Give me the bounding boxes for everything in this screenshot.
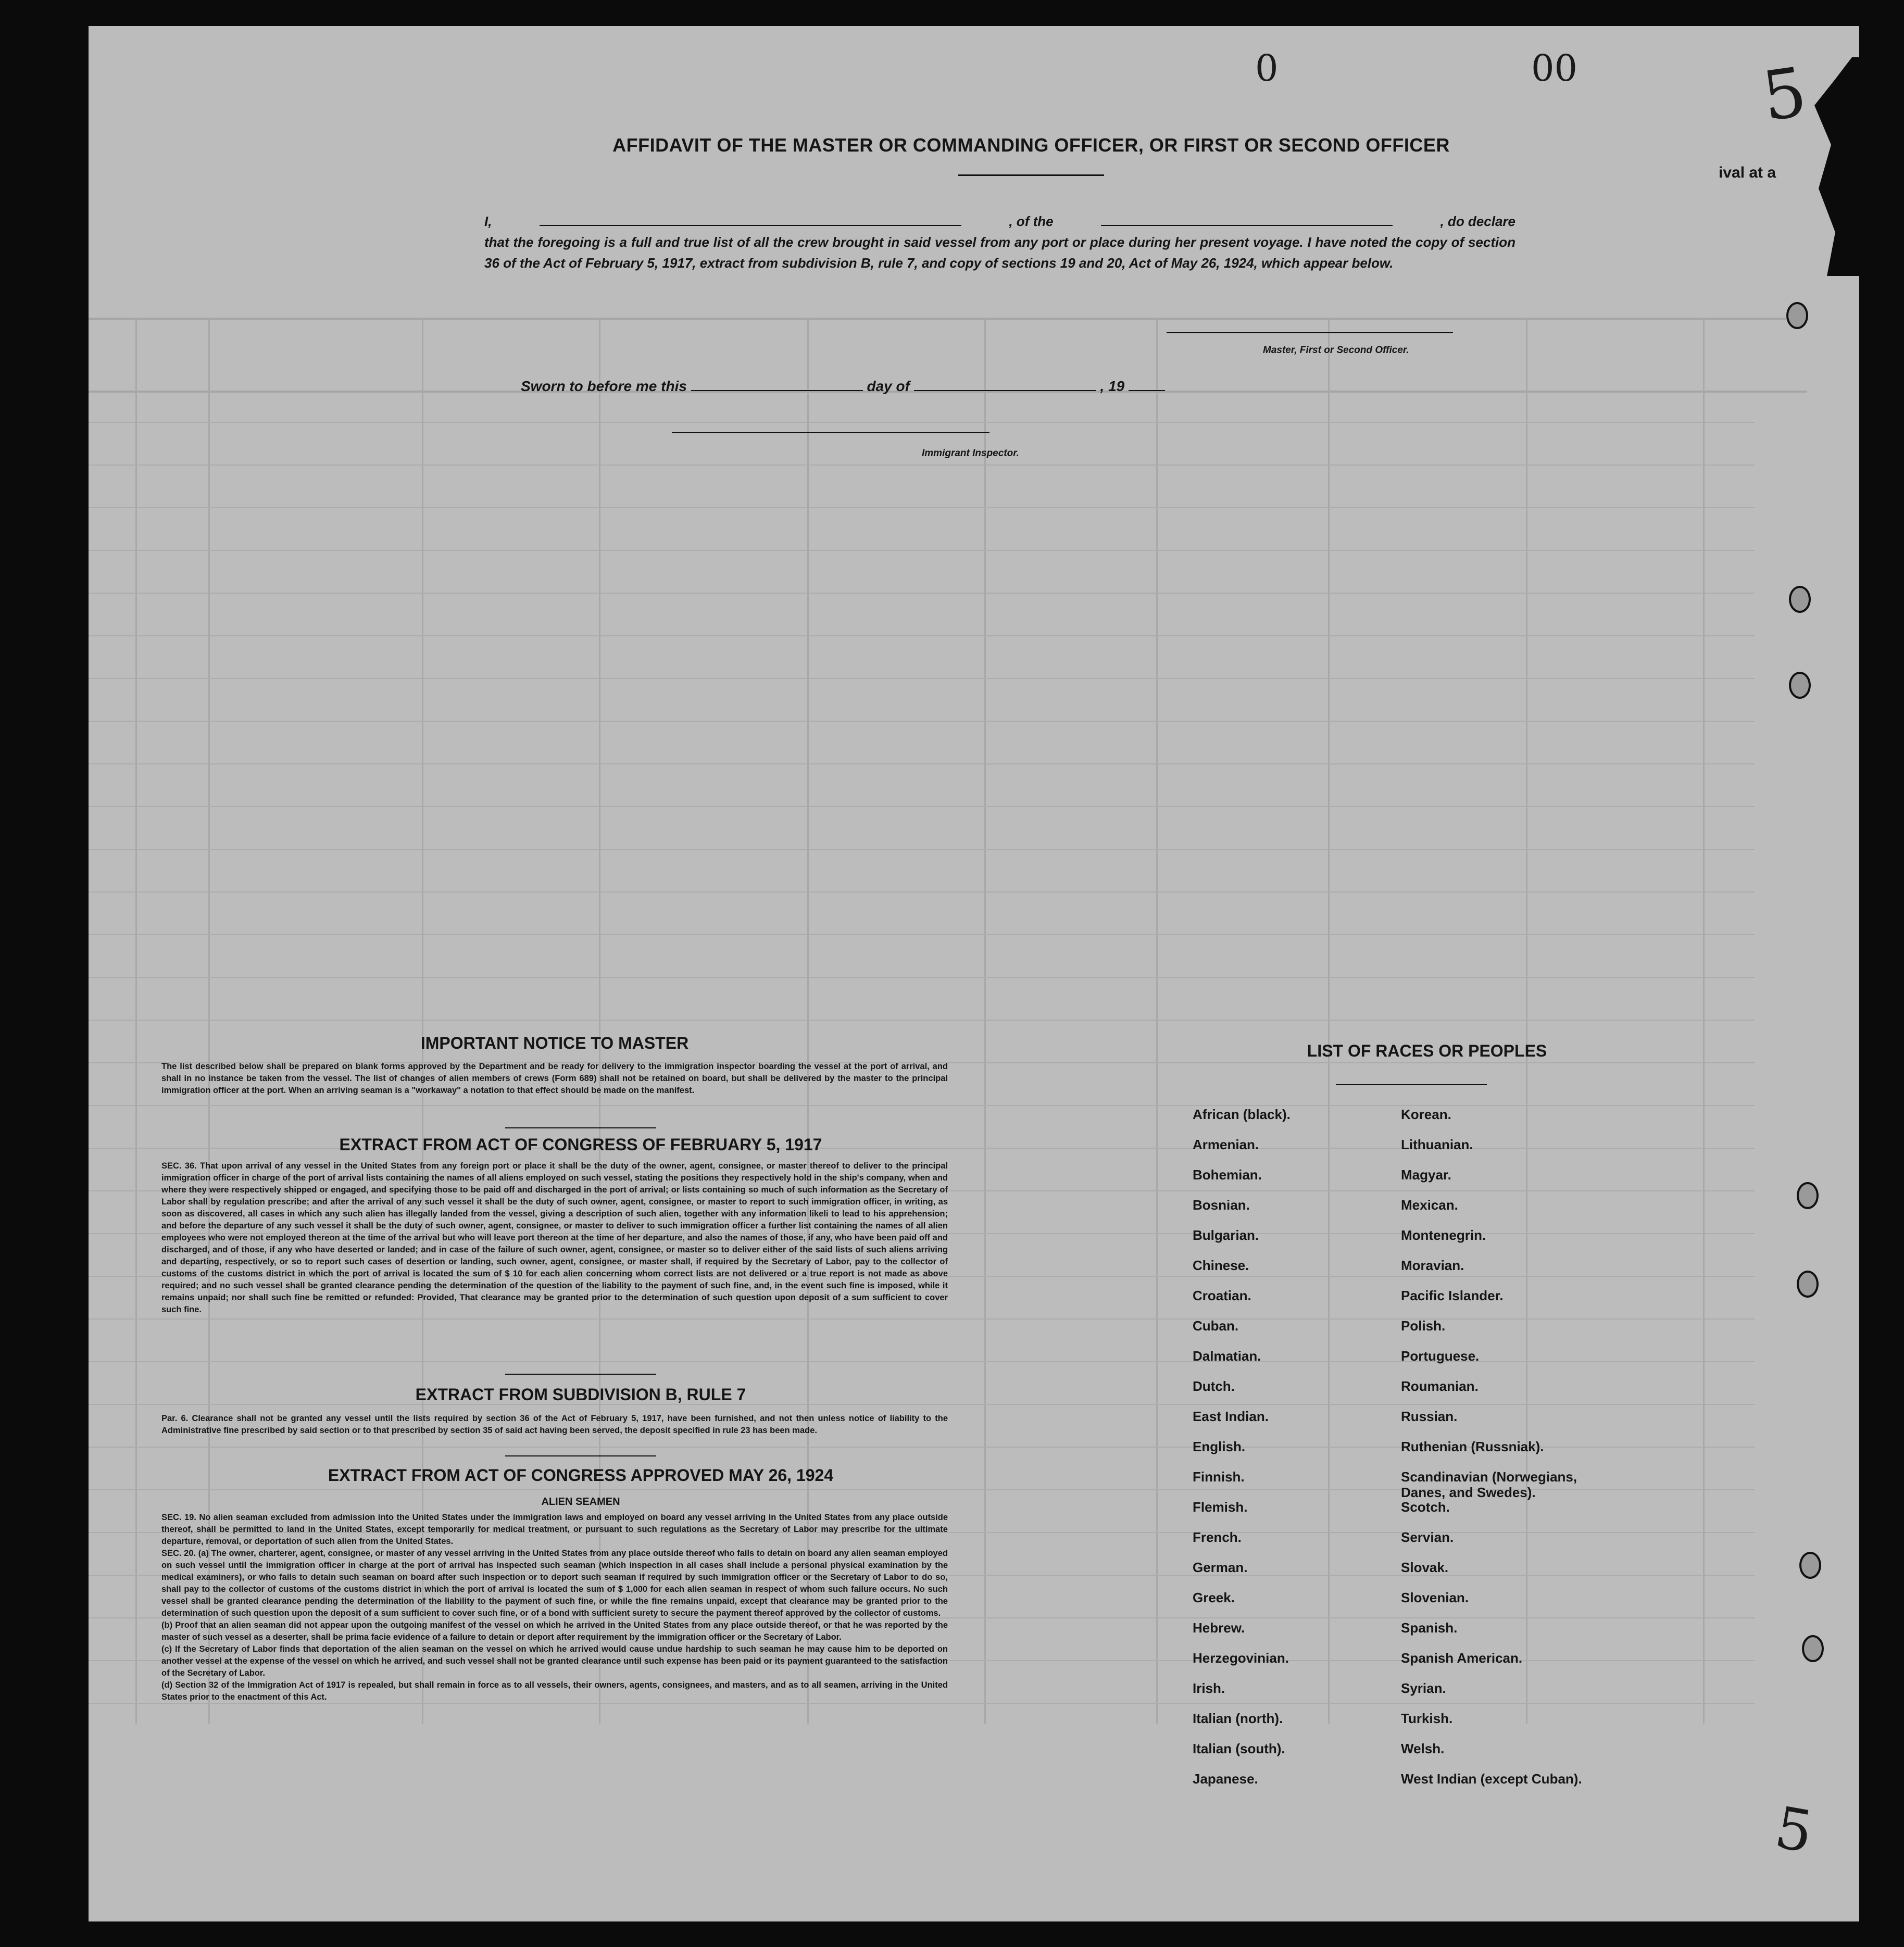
- document-page: [89, 26, 1859, 1921]
- of-the-label: , of the: [1009, 213, 1054, 229]
- race-item: Bosnian.: [1193, 1197, 1250, 1213]
- affidavit-text: [484, 211, 1515, 273]
- ghost-row-line: [89, 550, 1755, 551]
- race-item: Ruthenian (Russniak).: [1401, 1439, 1544, 1454]
- race-item: Servian.: [1401, 1529, 1454, 1545]
- i-label: I,: [484, 213, 492, 229]
- race-item: Dutch.: [1193, 1378, 1235, 1394]
- race-item: Polish.: [1401, 1318, 1446, 1334]
- day-of-label: day of: [867, 378, 910, 394]
- year-label: , 19: [1100, 378, 1125, 394]
- notice-title: IMPORTANT NOTICE TO MASTER: [420, 1034, 689, 1052]
- notice-text: The list described below shall be prepared on blank forms approved by the Department and be ready for delivery to the immigration inspector boarding the vessel at the port of arrival, and shall in no instance be taken from the vessel. The list of changes of alien members of crews (Form 689) shall not be retained on board, but shall be delivered by the master to the principal immigration officer at the port. When an arriving seaman is a "workaway" a notation to that effect should be made on the manifest.: [161, 1062, 948, 1095]
- race-item: Scotch.: [1401, 1499, 1450, 1515]
- vessel-blank[interactable]: [1101, 212, 1393, 226]
- race-item: Greek.: [1193, 1590, 1235, 1605]
- race-item: West Indian (except Cuban).: [1401, 1771, 1582, 1787]
- race-item: Magyar.: [1401, 1167, 1451, 1183]
- sworn-month-blank[interactable]: [914, 378, 1096, 391]
- sworn-label: Sworn to before me this: [521, 378, 687, 394]
- race-item: Bohemian.: [1193, 1167, 1262, 1183]
- race-item: Bulgarian.: [1193, 1227, 1259, 1243]
- race-item: Syrian.: [1401, 1680, 1446, 1696]
- extract1-title: EXTRACT FROM ACT OF CONGRESS OF FEBRUARY 5, 1917: [339, 1135, 822, 1154]
- race-item: Dalmatian.: [1193, 1348, 1261, 1364]
- punch-hole: [1789, 586, 1811, 613]
- sworn-statement: [521, 378, 1165, 395]
- race-item: French.: [1193, 1529, 1242, 1545]
- extract1-text: SEC. 36. That upon arrival of any vessel in the United States from any foreign port or place it shall be the duty of the owner, agent, consignee, or master thereof to deliver to the principal immigration officer in charge of the port of arrival lists containing the names of all aliens employed on such vessel, stating the positions they respectively hold in the ship's company, when and where they were respectively shipped or engaged, and specifying those to be paid off and discharged in the port of arrival; or lists containing so much of such information as the Secretary of Labor shall by regulation prescribe; and after the arrival of any such vessel it shall be the duty of such owner, agent, consignee, or master to report to such immigration officer, in writing, as soon as discovered, all cases in which any such alien has illegally landed from the vessel, giving a description of such alien, together with any information likeli to lead to his apprehension; and before the departure of any such vessel it shall be the duty of such owner, agent, consignee, or master to deliver to such immigration officer a further list containing the names of all alien employees who were not employed thereon at the time of the arrival but who will leave port thereon at the time of her departure, and also the names of those, if any, who have been paid off and discharged, and of those, if any who have deserted or landed; and in case of the failure of such owner, agent, consignee, or master so to deliver either of the said lists of such aliens arriving and departing, respectively, or so to report such cases of desertion or landing, such owner, agent, consignee, or master shall, if required by the Secretary of Labor, pay to the collector of customs of the customs district in which the port of arrival is located the sum of $ 10 for each alien concerning whom correct lists are not delivered or a true report is not made as above required; and no such vessel shall be granted clearance pending the determination of the question of the liability to the payment of such fine, and, in the event such fine is imposed, while it remains unpaid; nor shall such fine be remitted or refunded: Provided, That clearance may be granted prior to the determination of such question upon deposit of a sum sufficient to cover such fine.: [161, 1161, 948, 1314]
- punch-hole: [1802, 1635, 1824, 1662]
- inspector-signature-line[interactable]: [672, 432, 989, 433]
- handwritten-page-number: 5: [1757, 52, 1811, 137]
- signature-line[interactable]: [1167, 332, 1453, 333]
- master-label: Master, First or Second Officer.: [1263, 345, 1409, 356]
- race-item: German.: [1193, 1560, 1248, 1575]
- ghost-row-line: [89, 806, 1755, 807]
- race-item: Moravian.: [1401, 1258, 1464, 1273]
- extract2-title: EXTRACT FROM SUBDIVISION B, RULE 7: [415, 1385, 746, 1404]
- ghost-row-line: [89, 891, 1755, 893]
- ghost-row-line: [89, 763, 1755, 764]
- ghost-row-line: [89, 1361, 1755, 1362]
- torn-edge: [1802, 57, 1859, 276]
- race-item: Slovak.: [1401, 1560, 1449, 1575]
- ghost-row-line: [89, 977, 1755, 978]
- race-item: Slovenian.: [1401, 1590, 1469, 1605]
- ghost-row-line: [89, 464, 1755, 466]
- ghost-row-line: [89, 678, 1755, 679]
- header-fragment: ival at a: [1719, 164, 1776, 181]
- race-item: Welsh.: [1401, 1741, 1445, 1756]
- race-item: Hebrew.: [1193, 1620, 1245, 1636]
- affidavit-body: that the foregoing is a full and true list of all the crew brought in said vessel from any port or place during her present voyage. I have noted the copy of section 36 of the Act of February 5, 1917, extract from subdivision B, rule 7, and copy of sections 19 and 20, Act of May 26, 1924, which appear below.: [484, 234, 1515, 271]
- name-blank[interactable]: [540, 212, 961, 226]
- race-item: Armenian.: [1193, 1137, 1259, 1152]
- extract2-text: Par. 6. Clearance shall not be granted any vessel until the lists required by section 36 of the Act of February 5, 1917, have been furnished, and not then unless notice of liability to the Administrative fine prescribed by said section or to that prescribed by section 35 of said act having been served, the deposit specified in rule 23 has been made.: [161, 1414, 948, 1435]
- divider: [505, 1127, 656, 1128]
- race-item: Croatian.: [1193, 1288, 1251, 1303]
- divider: [505, 1374, 656, 1375]
- sworn-day-blank[interactable]: [691, 378, 863, 391]
- race-item: Spanish American.: [1401, 1650, 1523, 1666]
- affidavit-title: AFFIDAVIT OF THE MASTER OR COMMANDING OFFICER, OR FIRST OR SECOND OFFICER: [612, 134, 1450, 156]
- ghost-row-line: [89, 721, 1755, 722]
- race-item: Italian (north).: [1193, 1711, 1283, 1726]
- punch-hole: [1786, 302, 1808, 329]
- races-title: LIST OF RACES OR PEOPLES: [1307, 1041, 1547, 1060]
- race-item: Italian (south).: [1193, 1741, 1285, 1756]
- race-item: Roumanian.: [1401, 1378, 1479, 1394]
- ghost-row-line: [89, 507, 1755, 508]
- race-item: Mexican.: [1401, 1197, 1458, 1213]
- divider: [505, 1455, 656, 1456]
- ghost-row-line: [89, 1105, 1755, 1106]
- race-item: Cuban.: [1193, 1318, 1239, 1334]
- extract3-title: EXTRACT FROM ACT OF CONGRESS APPROVED MAY 26, 1924: [328, 1466, 834, 1485]
- race-item: Japanese.: [1193, 1771, 1258, 1787]
- extract3-text: SEC. 19. No alien seaman excluded from admission into the United States under the immigration laws and employed on board any vessel arriving in the United States from any place outside thereof, shall be permitted to land in the United States, except temporarily for medical treatment, or pursuant to such regulations as the Secretary of Labor may prescribe for the ultimate departure, removal, or deportation of such alien from the United States. SEC. 20. (a) The owner, charterer, agent, consignee, or master of any vessel arriving in the United States from any place outside thereof who fails to detain on board any alien seaman employed on such vessel until the immigration officer in charge at the port of arrival has inspected such seaman (which inspection in all cases shall include a personal physical examination by the medical examiners), or who fails to detain such seaman on board after such inspection or to deport such seaman if required by such immigration officer or the Secretary of Labor to do so, shall pay to the collector of customs of the customs district in which the port of arrival is located the sum of $ 1,000 for each alien seaman in respect of whom such failure occurs. No such vessel shall be granted clearance pending the determination of the liability to the payment of such fine, or while the fine remains unpaid, except that clearance may be granted prior to the determination of such question upon the deposit of a sum sufficient to cover such fine, or of a bond with sufficient surety to secure the payment thereof approved by the collector of customs. (b) Proof that an alien seaman did not appear upon the outgoing manifest of the vessel on which he arrived in the United States from any place outside thereof, or that he was reported by the master of such vessel as a deserter, shall be prima facie evidence of a failure to detain or deport after requirement by the immigration officer or the Secretary of Labor. (c) If the Secretary of Labor finds that deportation of the alien seaman on the vessel on which he arrived would cause undue hardship to such seaman he may cause him to be deported on another vessel at the expense of the vessel on which he arrived, and such vessel shall not be granted clearance until such expense has been paid or its payment guaranteed to the satisfaction of the Secretary of Labor. (d) Section 32 of the Immigration Act of 1917 is repealed, but shall remain in force as to all vessels, their owners, agents, consignees, and masters, and as to all seamen, arriving in the United States prior to the enactment of this Act.: [161, 1513, 948, 1702]
- handwritten-number: 0: [1255, 47, 1279, 90]
- ghost-row-line: [89, 1020, 1755, 1021]
- divider: [958, 174, 1104, 176]
- ghost-row-line: [89, 849, 1755, 850]
- handwritten-number: 00: [1531, 47, 1578, 90]
- race-item: Portuguese.: [1401, 1348, 1480, 1364]
- ghost-row-line: [89, 1318, 1755, 1320]
- punch-hole: [1789, 672, 1811, 699]
- ghost-row-line: [89, 422, 1755, 423]
- inspector-label: Immigrant Inspector.: [922, 448, 1019, 459]
- race-item: Finnish.: [1193, 1469, 1245, 1485]
- race-item: Korean.: [1401, 1107, 1451, 1122]
- race-item: Pacific Islander.: [1401, 1288, 1504, 1303]
- race-item: Russian.: [1401, 1409, 1458, 1424]
- race-item: Montenegrin.: [1401, 1227, 1486, 1243]
- sworn-year-blank[interactable]: [1129, 378, 1165, 391]
- race-item: Herzegovinian.: [1193, 1650, 1289, 1666]
- punch-hole: [1797, 1271, 1819, 1298]
- race-item: Lithuanian.: [1401, 1137, 1473, 1152]
- race-item: Scandinavian (Norwegians, Danes, and Swedes).: [1401, 1469, 1577, 1500]
- handwritten-page-number: 5: [1770, 1793, 1818, 1866]
- race-item: African (black).: [1193, 1107, 1291, 1122]
- ghost-row-line: [89, 934, 1755, 935]
- punch-hole: [1799, 1552, 1821, 1579]
- race-item: Irish.: [1193, 1680, 1225, 1696]
- divider: [1336, 1084, 1487, 1085]
- ghost-row-line: [89, 635, 1755, 636]
- race-item: Spanish.: [1401, 1620, 1458, 1636]
- extract3-subtitle: ALIEN SEAMEN: [541, 1496, 620, 1508]
- ghost-row-line: [89, 593, 1755, 594]
- declare-label: , do declare: [1440, 213, 1515, 229]
- race-item: Chinese.: [1193, 1258, 1249, 1273]
- race-item: Turkish.: [1401, 1711, 1453, 1726]
- race-item: East Indian.: [1193, 1409, 1269, 1424]
- race-item: English.: [1193, 1439, 1246, 1454]
- race-item: Flemish.: [1193, 1499, 1248, 1515]
- punch-hole: [1797, 1182, 1819, 1209]
